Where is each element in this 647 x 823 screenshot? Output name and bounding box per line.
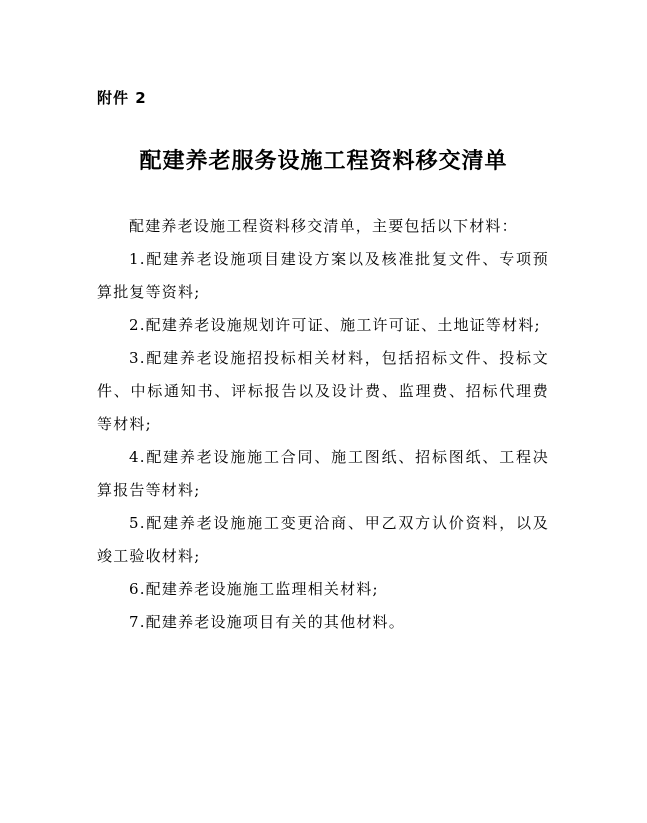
list-item-3: 3.配建养老设施招投标相关材料，包括招标文件、投标文件、中标通知书、评标报告以及设计费、监理费、招标代理费等材料; (97, 349, 549, 433)
list-item-1: 1.配建养老设施项目建设方案以及核准批复文件、专项预算批复等资料; (97, 250, 549, 301)
document-body (97, 210, 549, 639)
list-item-6: 6.配建养老设施施工监理相关材料; (129, 580, 379, 598)
list-item-5: 5.配建养老设施施工变更洽商、甲乙双方认价资料，以及竣工验收材料; (97, 514, 549, 565)
document-title: 配建养老服务设施工程资料移交清单 (139, 148, 508, 174)
attachment-label: 附件 2 (97, 89, 147, 107)
list-item-4: 4.配建养老设施施工合同、施工图纸、招标图纸、工程决算报告等材料; (97, 448, 549, 499)
list-item-7: 7.配建养老设施项目有关的其他材料。 (129, 613, 405, 631)
intro-paragraph: 配建养老设施工程资料移交清单，主要包括以下材料： (129, 217, 518, 235)
list-item-2: 2.配建养老设施规划许可证、施工许可证、土地证等材料; (129, 316, 541, 334)
